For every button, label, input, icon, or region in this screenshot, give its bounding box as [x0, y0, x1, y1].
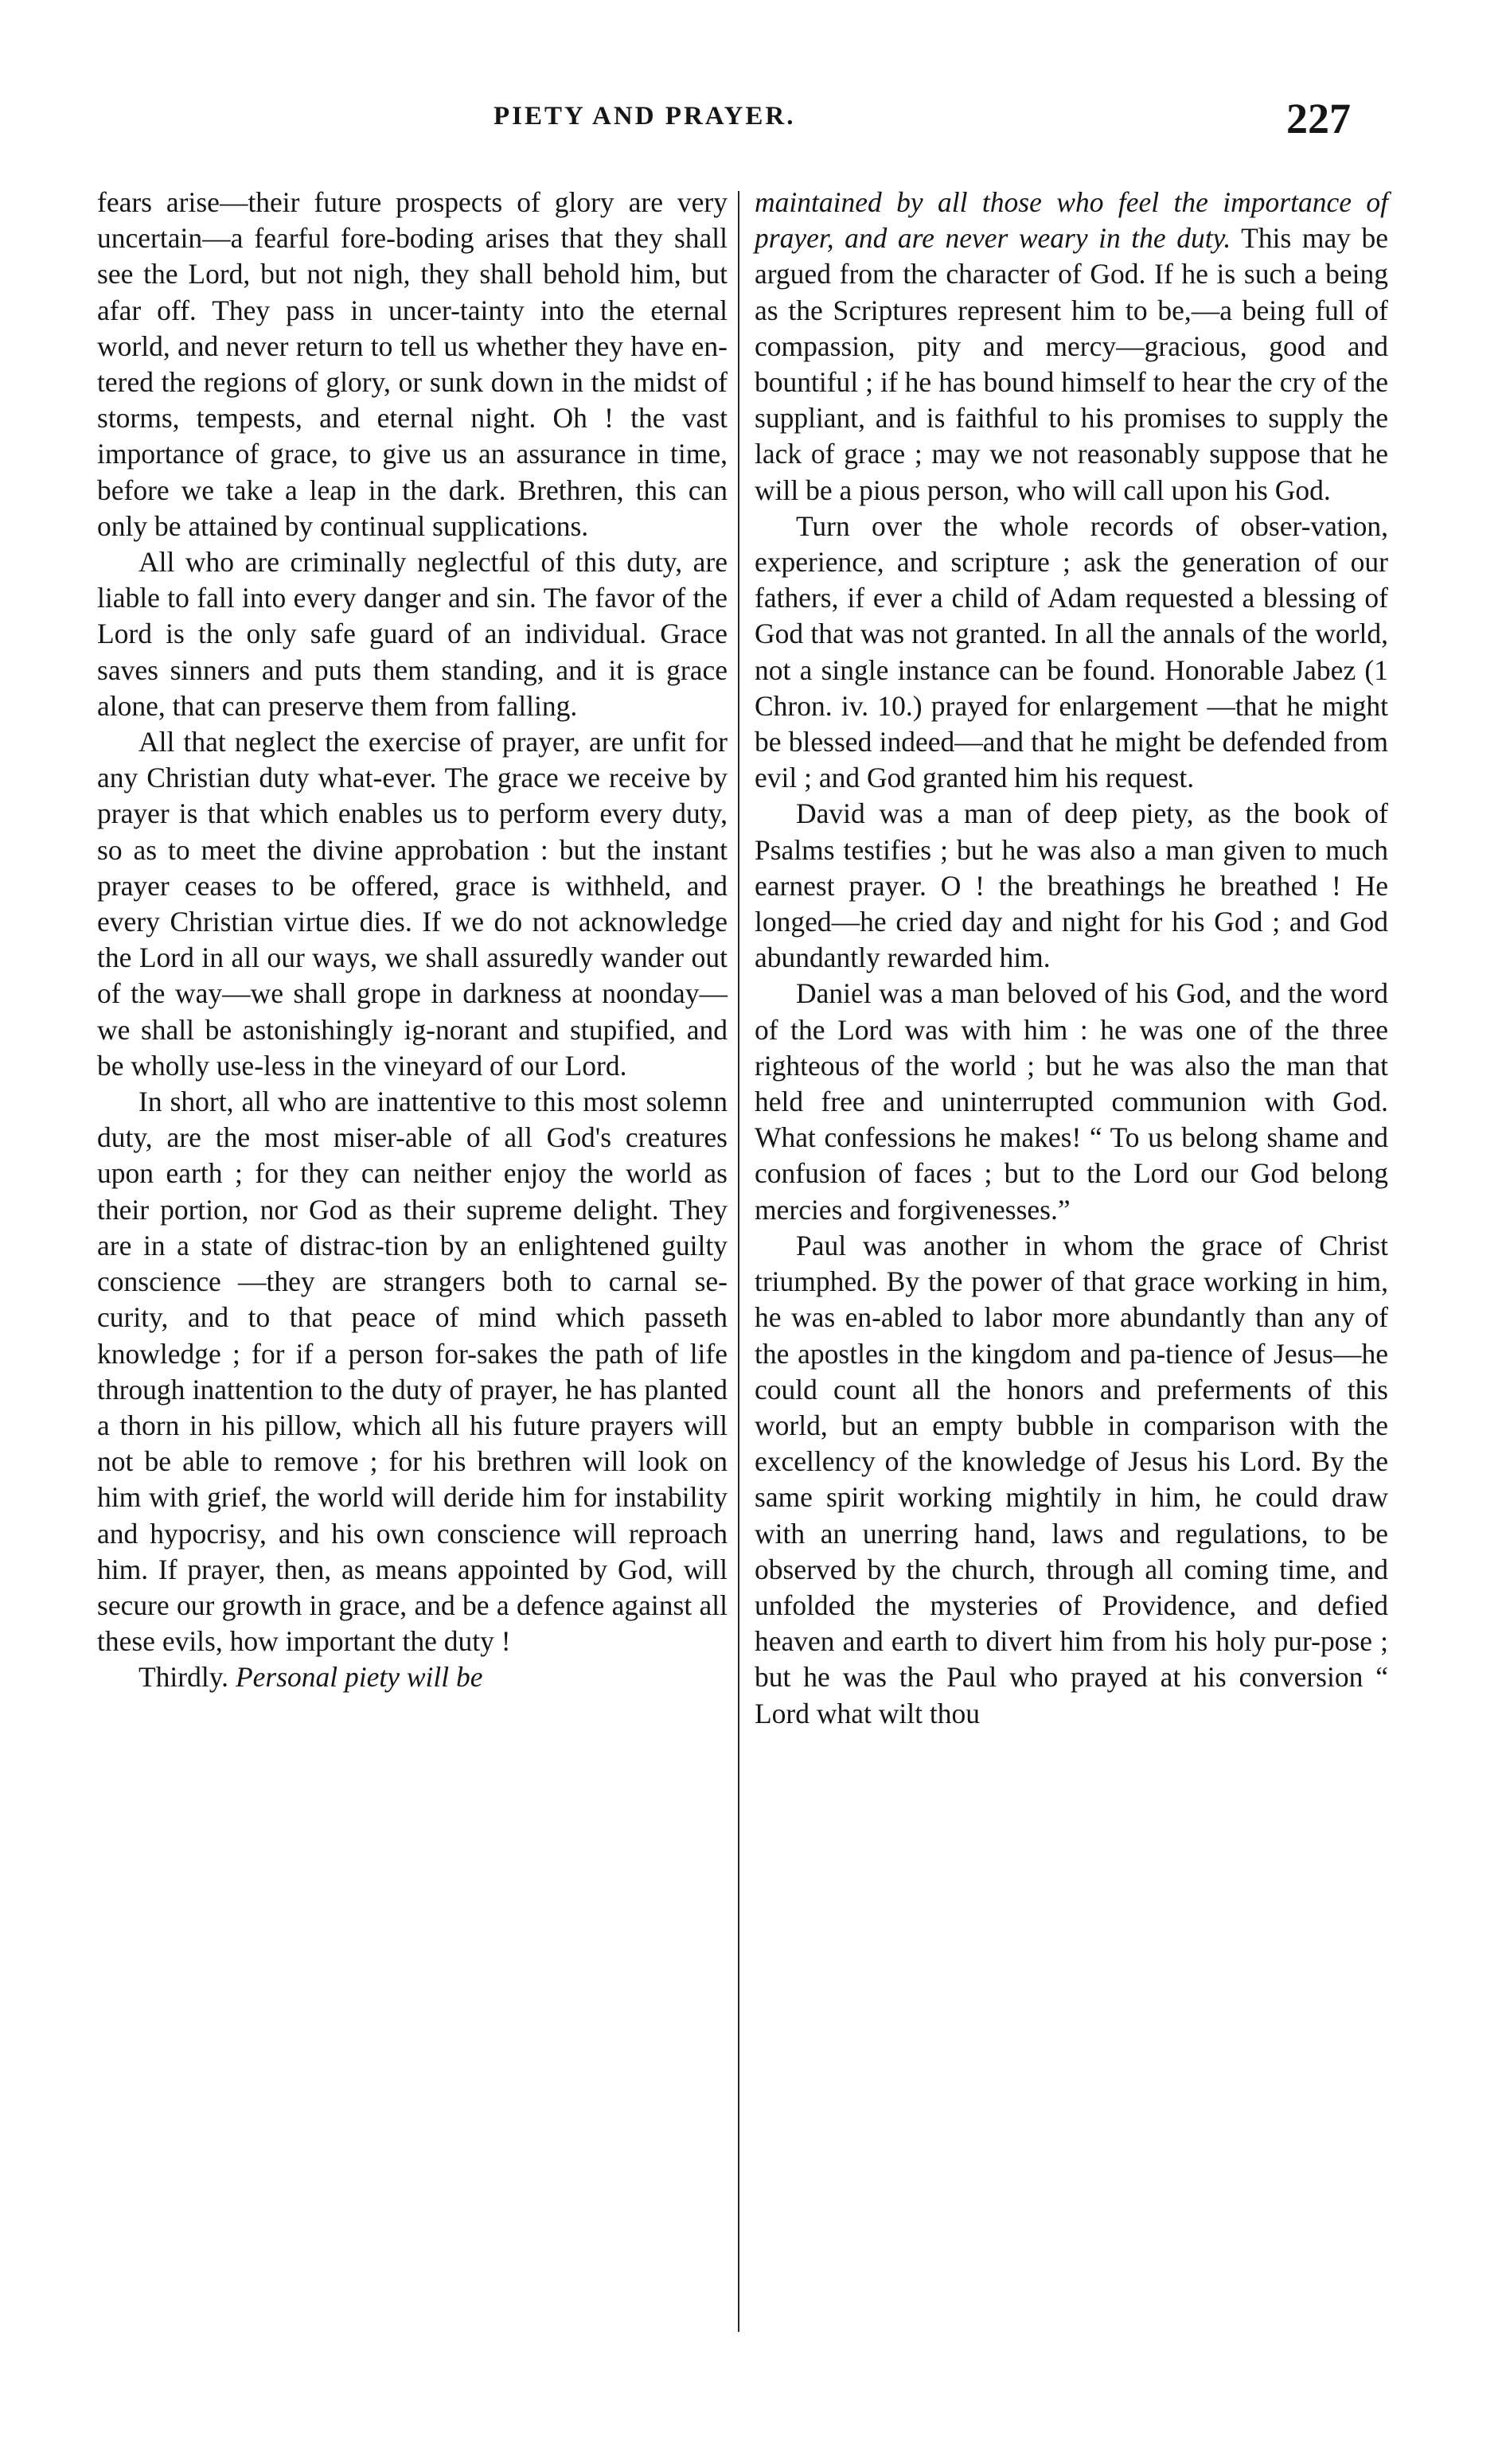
paragraph: All who are criminally neglectful of this duty, are liable to fall into every danger and sin. The favor of the Lord is the only safe guard of an individual. Grace saves sinners and puts them standing, and it is grace alone, that can preserve them from falling.: [97, 546, 728, 722]
paragraph: In short, all who are inattentive to this most solemn duty, are the most miser-able of all God's creatures upon earth ; for they can neither enjoy the world as their portion, nor God as their supreme delight. They are in a state of distrac-tion by an enlightened guilty conscience —they are strangers both to carnal se-curity, and to that peace of mind which passeth knowledge ; for if a person for-sakes the path of life through inattention to the duty of prayer, he has planted a thorn in his pillow, which all his future prayers will not be able to remove ; for his brethren will look on him with grief, the world will deride him for instability and hypocrisy, and his own conscience will reproach him. If prayer, then, as means appointed by God, will secure our growth in grace, and be a defence against all these evils, how important the duty !: [97, 1086, 728, 1658]
italic-thesis: Personal piety will be: [235, 1661, 483, 1694]
running-title: PIETY AND PRAYER.: [494, 102, 796, 131]
paragraph: Turn over the whole records of obser-vation, experience, and scripture ; ask the generation of our fathers, if ever a child of Adam requested a blessing of God that was not granted. In all the annals of the world, not a single instance can be found. Honorable Jabez (1 Chron. iv. 10.) prayed for enlargement —that he might be blessed indeed—and that he might be defended from evil ; and God granted him his request.: [755, 509, 1388, 794]
paragraph: [97, 1659, 728, 1695]
paragraph: fears arise—their future prospects of glory are very uncertain—a fearful fore-boding arises that they shall see the Lord, but not nigh, they shall behold him, but afar off. They pass in uncer-tainty into the eternal world, and never return to tell us whether they have en-tered the regions of glory, or sunk down in the midst of storms, tempests, and eternal night. Oh ! the vast importance of grace, to give us an assurance in time, before we take a leap in the dark. Brethren, this can only be attained by continual supplications.: [97, 186, 728, 542]
running-head: [0, 94, 1502, 150]
section-lead: Thirdly.: [138, 1661, 229, 1694]
paragraph: David was a man of deep piety, as the book of Psalms testifies ; but he was also a man given to much earnest prayer. O ! the breathings he breathed ! He longed—he cried day and night for his God ; and God abundantly rewarded him.: [755, 797, 1388, 974]
column-rule: [738, 191, 739, 2332]
italic-thesis: maintained by all those who feel the importance of prayer, and are never weary in the duty.: [755, 186, 1388, 255]
paragraph: All that neglect the exercise of prayer, are unfit for any Christian duty what-ever. The grace we receive by prayer is that which enables us to perform every duty, so as to meet the divine approbation : but the instant prayer ceases to be offered, grace is withheld, and every Christian virtue dies. If we do not acknowledge the Lord in all our ways, we shall assuredly wander out of the way—we shall grope in darkness at noonday—we shall be astonishingly ig-norant and stupified, and be wholly use-less in the vineyard of our Lord.: [97, 726, 728, 1082]
left-column: [97, 185, 728, 2349]
page-number: 227: [1286, 95, 1351, 142]
paragraph: Paul was another in whom the grace of Christ triumphed. By the power of that grace working in him, he was en-abled to labor more abundantly than any of the apostles in the kingdom and pa-tience of Jesus—he could count all the honors and preferments of this world, but an empty bubble in comparison with the excellency of the knowledge of Jesus his Lord. By the same spirit working mightily in him, he could draw with an unerring hand, laws and regulations, to be observed by the church, through all coming time, and unfolded the mysteries of Providence, and defied heaven and earth to divert him from his holy pur-pose ; but he was the Paul who prayed at his conversion “ Lord what wilt thou: [755, 1229, 1388, 1729]
paragraph-text: This may be argued from the character of God. If he is such a being as the Scriptures represent him to be,—a being full of compassion, pity and mercy—gracious, good and bountiful ; if he has bound himself to hear the cry of the suppliant, and is faithful to his promises to supply the lack of grace ; may we not reasonably suppose that he will be a pious person, who will call upon his God.: [755, 222, 1388, 506]
right-column: [755, 185, 1388, 2349]
paragraph: [755, 185, 1388, 509]
paragraph: Daniel was a man beloved of his God, and the word of the Lord was with him : he was one of the three righteous of the world ; but he was also the man that held free and uninterrupted communion with God. What confessions he makes! “ To us belong shame and confusion of faces ; but to the Lord our God belong mercies and forgivenesses.”: [755, 977, 1388, 1226]
